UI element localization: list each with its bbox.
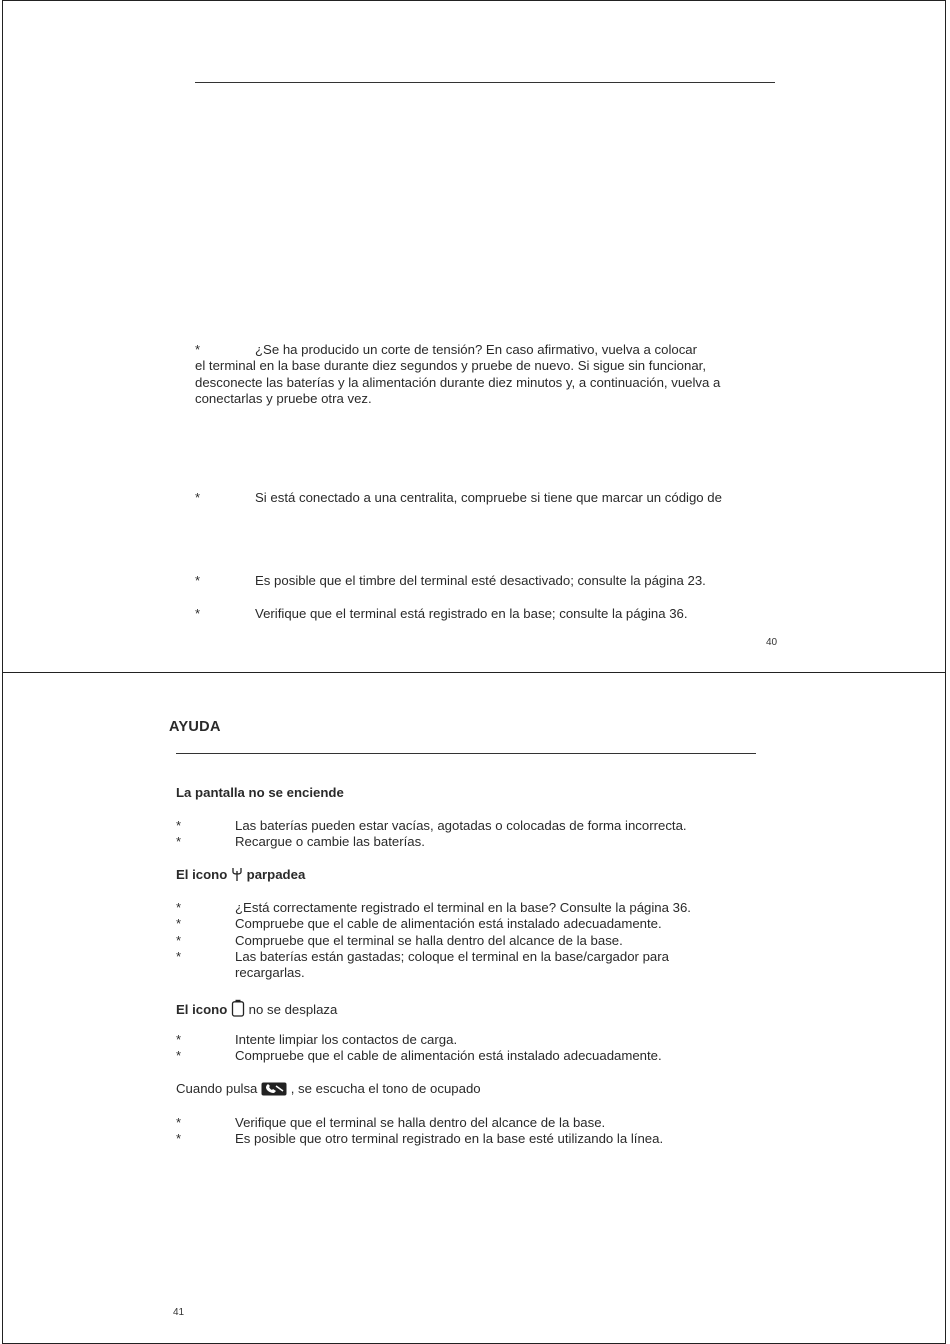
list-item: Es posible que otro terminal registrado en la base esté utilizando la línea.: [235, 1131, 664, 1146]
heading-text: , se escucha el tono de ocupado: [290, 1081, 481, 1096]
heading-text: El icono: [176, 867, 228, 882]
page-number: 41: [173, 1307, 185, 1318]
page-title: AYUDA: [169, 719, 221, 735]
bullet: *: [176, 900, 182, 915]
bullet: *: [176, 933, 182, 948]
paragraph-line: el terminal en la base durante diez segundos y pruebe de nuevo. Si sigue sin funcionar,: [195, 358, 706, 373]
phone-talk-icon: [261, 1082, 287, 1101]
paragraph-line: desconecte las baterías y la alimentación durante diez minutos y, a continuación, vuelva a: [195, 375, 721, 390]
bullet: *: [176, 1115, 182, 1130]
bullet: *: [195, 606, 201, 621]
list-item: Compruebe que el terminal se halla dentro del alcance de la base.: [235, 933, 623, 948]
list-item: Las baterías están gastadas; coloque el terminal en la base/cargador para: [235, 949, 669, 964]
paragraph-line: Verifique que el terminal está registrado en la base; consulte la página 36.: [255, 606, 688, 621]
heading-text: Cuando pulsa: [176, 1081, 258, 1096]
list-item: Compruebe que el cable de alimentación está instalado adecuadamente.: [235, 916, 662, 931]
bullet: *: [176, 1048, 182, 1063]
antenna-icon: [231, 867, 243, 885]
list-item: recargarlas.: [235, 965, 305, 980]
bullet: *: [176, 916, 182, 931]
page-number: 40: [766, 637, 778, 648]
paragraph-line: ¿Se ha producido un corte de tensión? En caso afirmativo, vuelva a colocar: [255, 342, 698, 357]
bullet: *: [176, 1032, 182, 1047]
paragraph-line: Es posible que el timbre del terminal esté desactivado; consulte la página 23.: [255, 573, 706, 588]
bullet: *: [176, 834, 182, 849]
list-item: ¿Está correctamente registrado el terminal en la base? Consulte la página 36.: [235, 900, 691, 915]
bullet: *: [176, 949, 182, 964]
bullet: *: [195, 342, 201, 357]
header-rule: [195, 82, 775, 83]
paragraph-line: Si está conectado a una centralita, compruebe si tiene que marcar un código de: [255, 490, 722, 505]
section-heading: [176, 1081, 481, 1101]
battery-icon: [231, 999, 245, 1020]
paragraph-line: conectarlas y pruebe otra vez.: [195, 391, 372, 406]
bullet: *: [195, 573, 201, 588]
list-item: Recargue o cambie las baterías.: [235, 834, 425, 849]
bullet: *: [195, 490, 201, 505]
bullet: *: [176, 1131, 182, 1146]
heading-text: no se desplaza: [248, 1002, 338, 1017]
section-heading: La pantalla no se enciende: [176, 785, 344, 800]
list-item: Verifique que el terminal se halla dentro del alcance de la base.: [235, 1115, 606, 1130]
list-item: Las baterías pueden estar vacías, agotadas o colocadas de forma incorrecta.: [235, 818, 687, 833]
list-item: Intente limpiar los contactos de carga.: [235, 1032, 458, 1047]
heading-text: El icono: [176, 1002, 228, 1017]
header-rule: [176, 753, 756, 754]
page-41: [2, 672, 946, 1344]
section-heading: [176, 999, 337, 1020]
page-40: [2, 0, 946, 673]
section-heading: [176, 867, 305, 885]
heading-text: parpadea: [246, 867, 306, 882]
list-item: Compruebe que el cable de alimentación está instalado adecuadamente.: [235, 1048, 662, 1063]
bullet: *: [176, 818, 182, 833]
